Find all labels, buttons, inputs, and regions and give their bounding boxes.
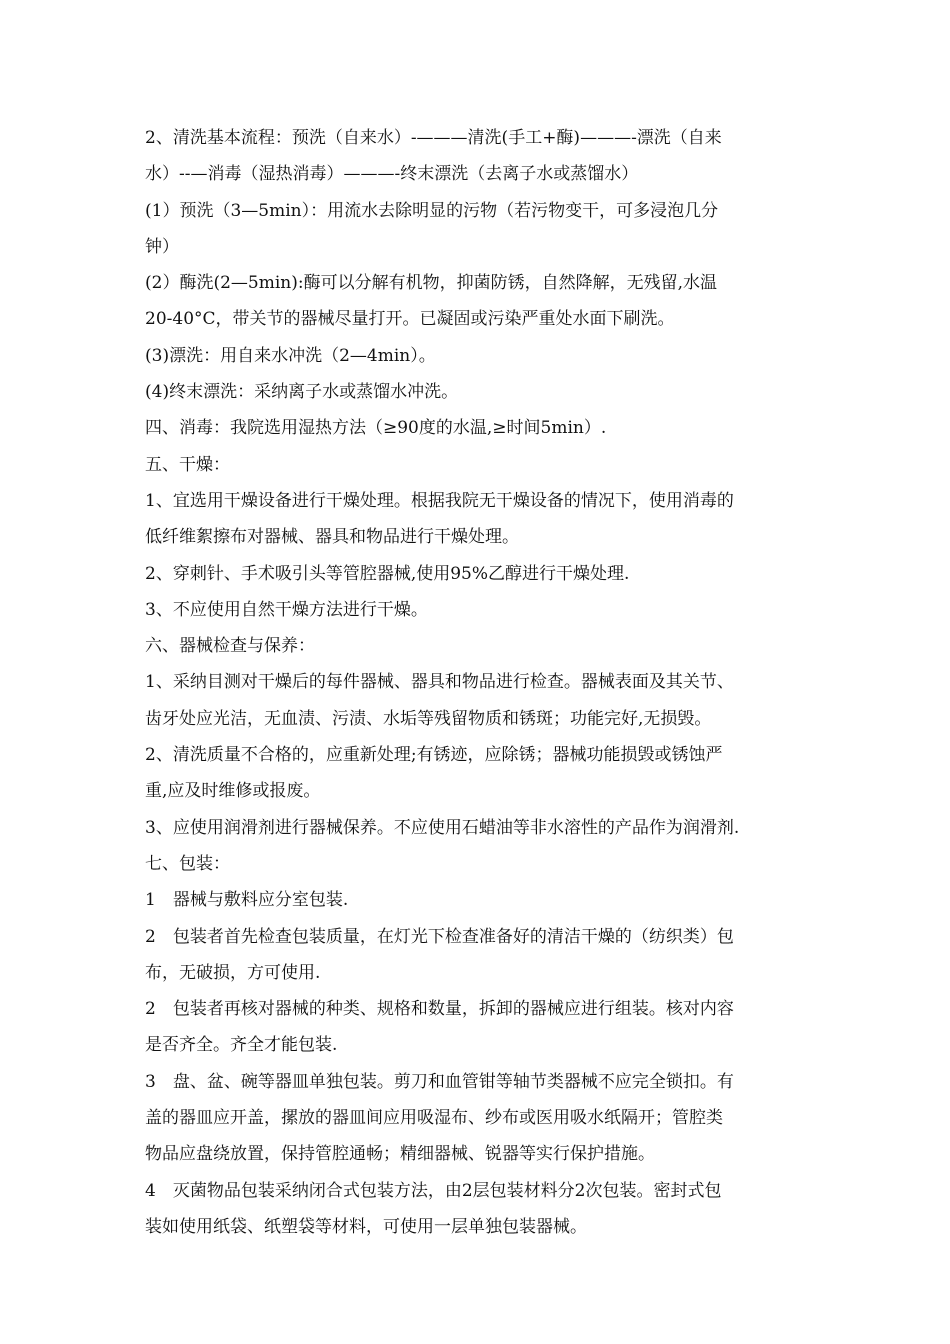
text-line: 钟） — [145, 236, 179, 257]
text-line: 3、不应使用自然干燥方法进行干燥。 — [145, 599, 428, 620]
text-line: 盖的器皿应开盖，摞放的器皿间应用吸湿布、纱布或医用吸水纸隔开；管腔类 — [145, 1108, 723, 1129]
section-heading: 七、包装： — [145, 853, 230, 874]
text-line: 重,应及时维修或报废。 — [145, 781, 321, 802]
text-line: (2）酶洗(2—5min):酶可以分解有机物，抑菌防锈，自然降解，无残留,水温 — [145, 273, 717, 294]
document-page — [145, 120, 820, 1245]
text-line: 2 包装者首先检查包装质量，在灯光下检查准备好的清洁干燥的（纺织类）包 — [145, 926, 734, 947]
text-line: 布，无破损，方可使用. — [145, 962, 321, 983]
text-line: 2、清洗基本流程：预洗（自来水）-———清洗(手工+酶)———-漂洗（自来 — [145, 128, 722, 148]
text-line: 低纤维絮擦布对器械、器具和物品进行干燥处理。 — [145, 527, 519, 548]
text-line: (3)漂洗：用自来水冲洗（2—4min）。 — [145, 345, 436, 366]
section-heading: 四、消毒：我院选用湿热方法（≥90度的水温,≥时间5min）. — [145, 418, 607, 439]
text-line: (1）预洗（3—5min）：用流水去除明显的污物（若污物变干，可多浸泡几分 — [145, 200, 719, 221]
text-line: 是否齐全。齐全才能包装. — [145, 1035, 338, 1056]
text-line: 1、采纳目测对干燥后的每件器械、器具和物品进行检查。器械表面及其关节、 — [145, 672, 734, 693]
text-line: 装如使用纸袋、纸塑袋等材料，可使用一层单独包装器械。 — [145, 1216, 587, 1237]
text-line: 3、应使用润滑剂进行器械保养。不应使用石蜡油等非水溶性的产品作为润滑剂. — [145, 817, 740, 838]
text-line: 20-40°C，带关节的器械尽量打开。已凝固或污染严重处水面下刷洗。 — [145, 309, 675, 330]
text-line: 2、穿刺针、手术吸引头等管腔器械,使用95%乙醇进行干燥处理. — [145, 563, 630, 584]
text-line: 水）--—消毒（湿热消毒）———-终末漂洗（去离子水或蒸馏水） — [145, 164, 639, 185]
text-line: 2、清洗质量不合格的，应重新处理;有锈迹，应除锈；器械功能损毁或锈蚀严 — [145, 745, 723, 766]
text-line: 4 灭菌物品包装采纳闭合式包装方法，由2层包装材料分2次包装。密封式包 — [145, 1180, 722, 1201]
text-line: (4)终末漂洗：采纳离子水或蒸馏水冲洗。 — [145, 382, 459, 403]
section-heading: 五、干燥： — [145, 454, 230, 475]
text-line: 齿牙处应光洁，无血渍、污渍、水垢等残留物质和锈斑；功能完好,无损毁。 — [145, 708, 712, 729]
section-heading: 六、器械检查与保养： — [145, 636, 315, 657]
text-line: 1 器械与敷料应分室包装. — [145, 890, 349, 911]
text-line: 物品应盘绕放置，保持管腔通畅；精细器械、锐器等实行保护措施。 — [145, 1144, 655, 1165]
text-line: 2 包装者再核对器械的种类、规格和数量，拆卸的器械应进行组装。核对内容 — [145, 999, 734, 1020]
text-line: 1、宜选用干燥设备进行干燥处理。根据我院无干燥设备的情况下，使用消毒的 — [145, 490, 734, 511]
text-line: 3 盘、盆、碗等器皿单独包装。剪刀和血管钳等轴节类器械不应完全锁扣。有 — [145, 1071, 734, 1092]
